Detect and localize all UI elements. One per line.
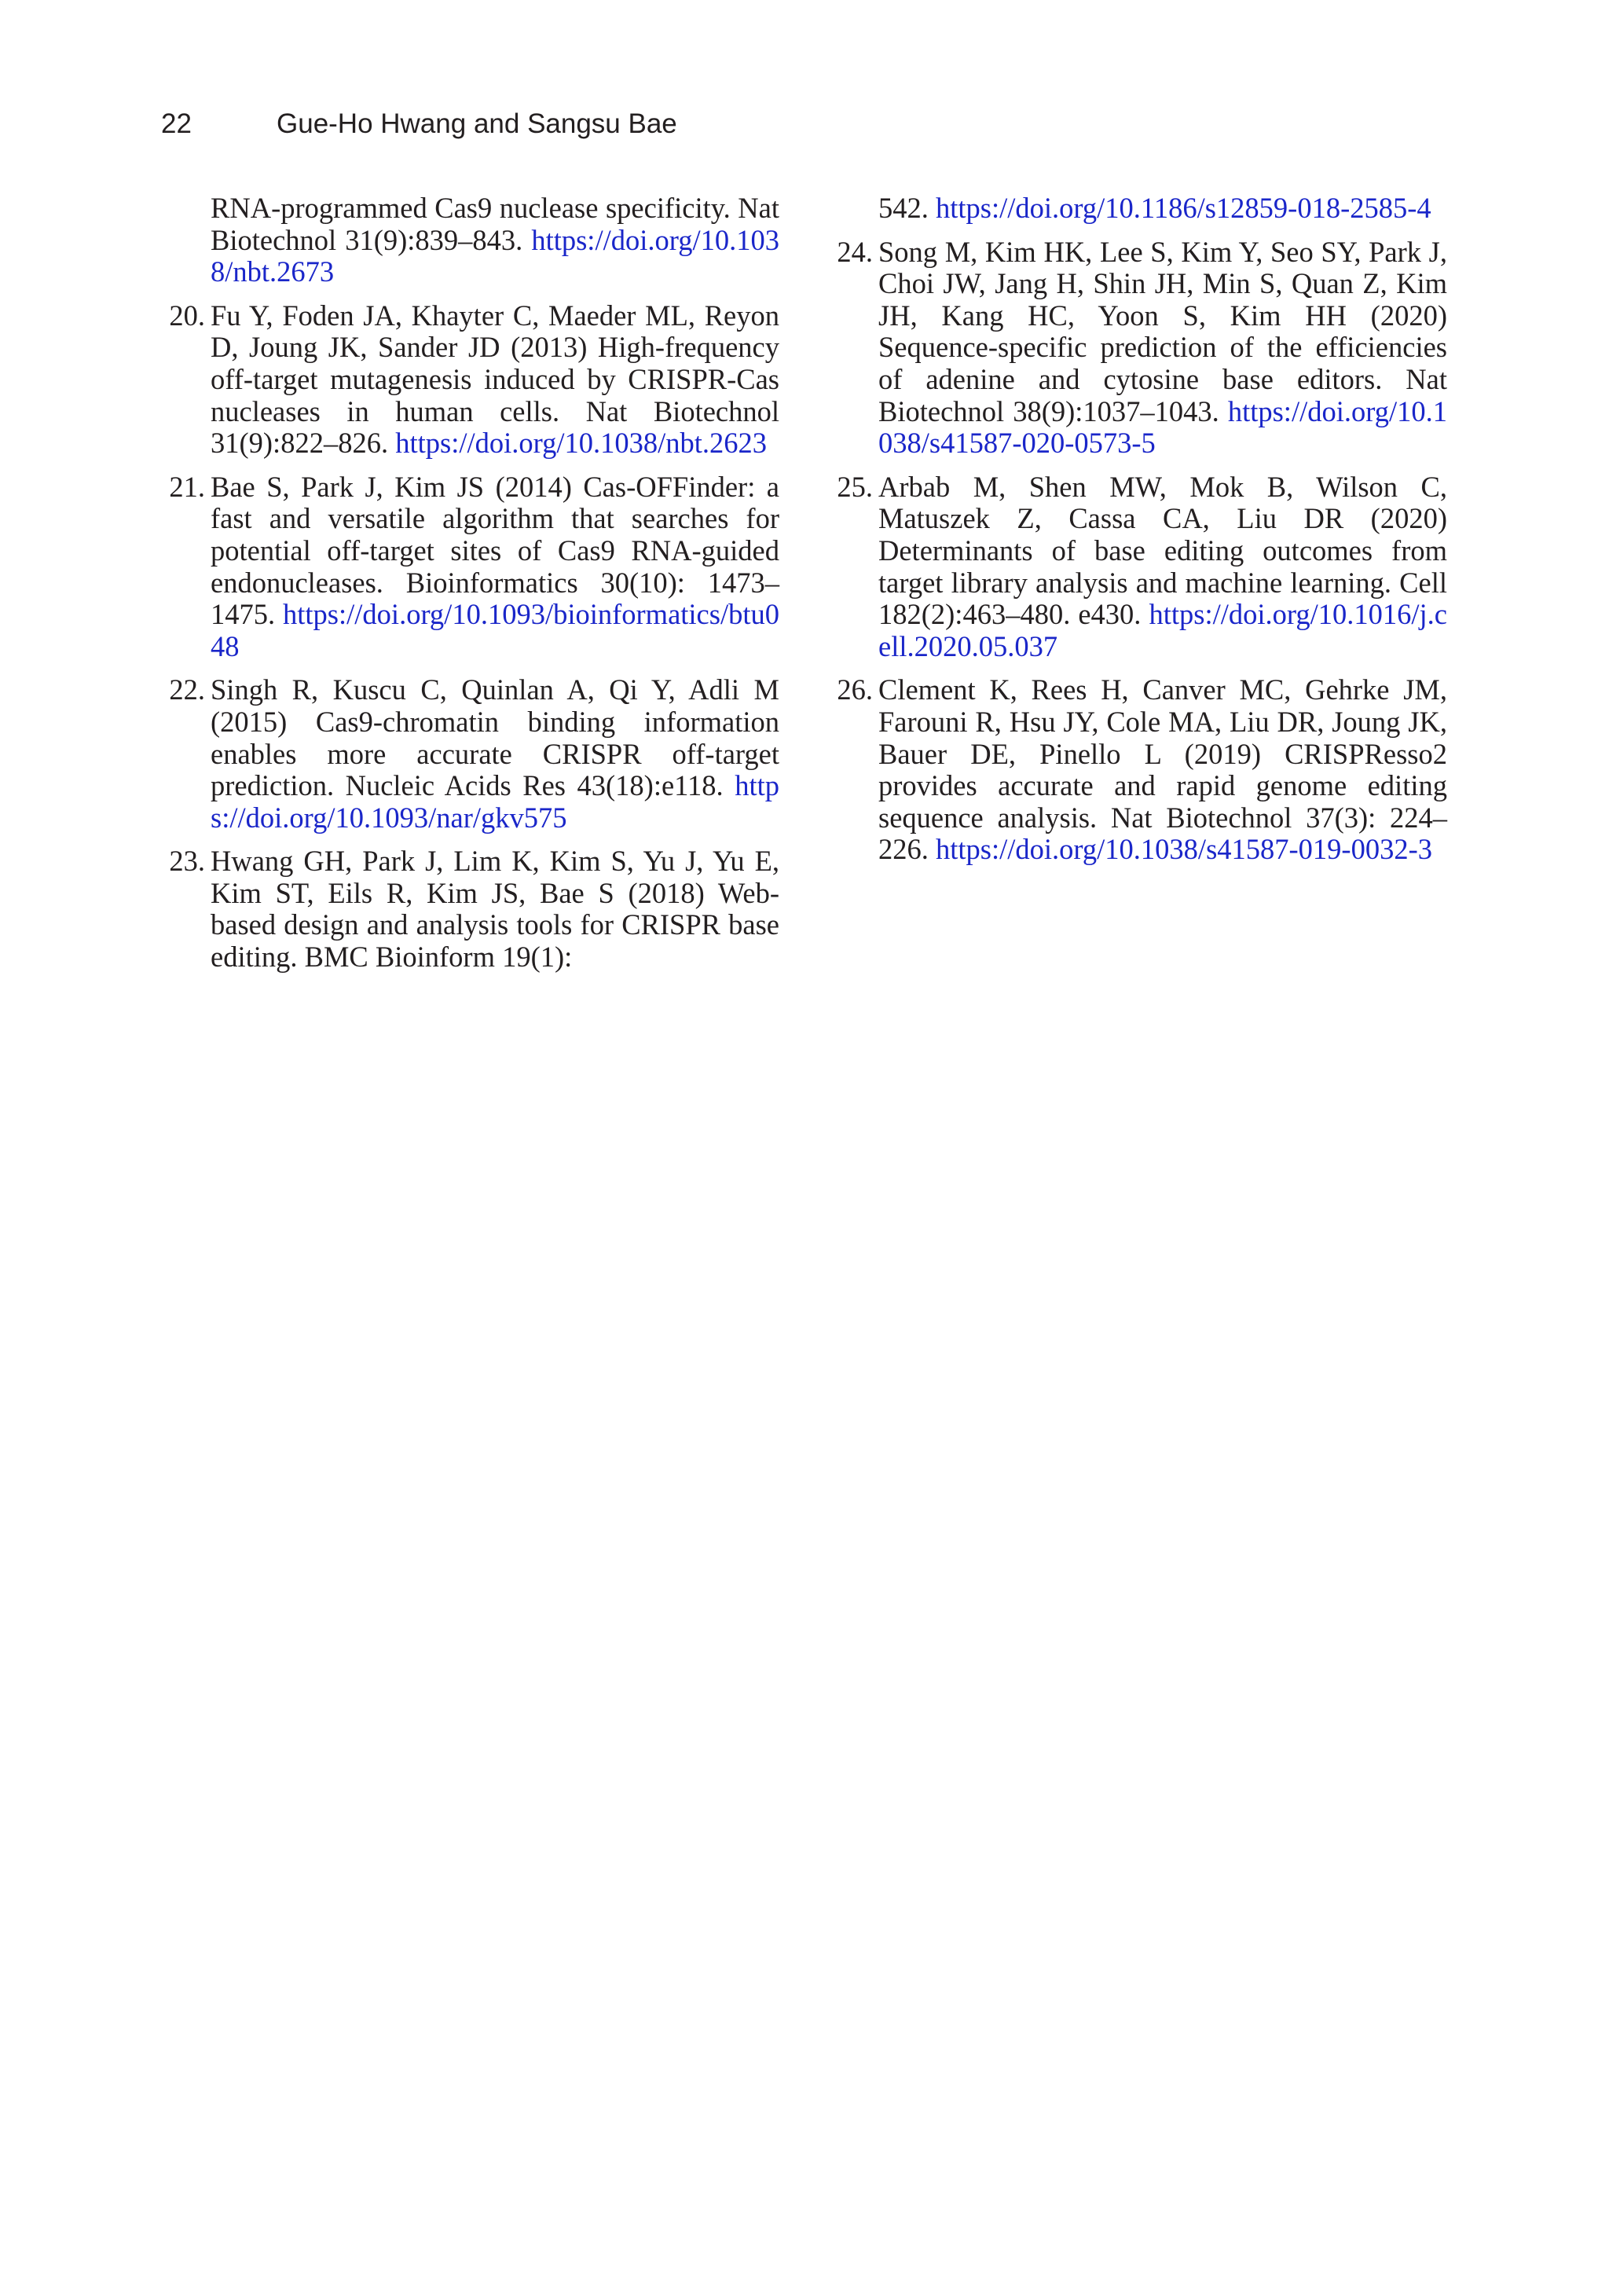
reference-number: 23. [169, 845, 205, 878]
reference-text: Bae S, Park J, Kim JS (2014) Cas-OFFinder: a fast and versatile algorithm that searches for potential off-target sites of Cas9 RNA-guided endonucleases. Bioinformatics 30(10): 1473–1475. [211, 470, 779, 631]
reference-text: Hwang GH, Park J, Lim K, Kim S, Yu J, Yu E, Kim ST, Eils R, Kim JS, Bae S (2018) Web-based design and analysis tools for CRISPR base editing. BMC Bioinform 19(1): [211, 845, 779, 974]
reference-19-continuation [161, 193, 779, 288]
doi-link[interactable]: https://doi.org/10.1186/s12859-018-2585-4 [936, 192, 1431, 224]
page-number: 22 [161, 108, 192, 139]
reference-23 [161, 845, 779, 973]
reference-text: 542. [878, 192, 929, 224]
left-column [161, 193, 779, 985]
running-head-authors: Gue-Ho Hwang and Sangsu Bae [277, 108, 677, 139]
reference-24 [829, 237, 1447, 460]
doi-link[interactable]: https://doi.org/10.1093/nar/gkv575 [211, 769, 779, 834]
reference-number: 20. [169, 299, 205, 332]
reference-text: Clement K, Rees H, Canver MC, Gehrke JM, Farouni R, Hsu JY, Cole MA, Liu DR, Joung JK, Bauer DE, Pinello L (2019) CRISPResso2 provides accurate and rapid genome editing sequence analysis. Nat Biotechnol 37(3): 224–226. [878, 673, 1447, 866]
reference-25 [829, 471, 1447, 663]
reference-number: 26. [837, 673, 873, 706]
reference-text: RNA-programmed Cas9 nuclease specificity. Nat Biotechnol 31(9):839–843. [211, 192, 779, 256]
reference-23-continuation [829, 193, 1447, 225]
reference-26 [829, 674, 1447, 866]
reference-number: 21. [169, 470, 205, 503]
reference-20 [161, 300, 779, 460]
reference-22 [161, 674, 779, 834]
doi-link[interactable]: https://doi.org/10.1016/j.cell.2020.05.037 [878, 598, 1448, 662]
right-column [829, 193, 1447, 878]
reference-text: Fu Y, Foden JA, Khayter C, Maeder ML, Reyon D, Joung JK, Sander JD (2013) High-frequency off-target mutagenesis induced by CRISPR-Cas nucleases in human cells. Nat Biotechnol 31(9):822–826. [211, 299, 779, 460]
reference-number: 22. [169, 673, 205, 706]
doi-link[interactable]: https://doi.org/10.1038/nbt.2673 [211, 223, 779, 288]
reference-text: Singh R, Kuscu C, Quinlan A, Qi Y, Adli M (2015) Cas9-chromatin binding information enables more accurate CRISPR off-target prediction. Nucleic Acids Res 43(18):e118. [211, 673, 779, 802]
reference-number: 24. [837, 235, 873, 268]
doi-link[interactable]: https://doi.org/10.1093/bioinformatics/btu048 [211, 598, 779, 662]
running-head [161, 108, 677, 140]
reference-number: 25. [837, 470, 873, 503]
reference-text: Song M, Kim HK, Lee S, Kim Y, Seo SY, Park J, Choi JW, Jang H, Shin JH, Min S, Quan Z, Kim JH, Kang HC, Yoon S, Kim HH (2020) Sequence-specific prediction of the efficiencies of adenine and cytosine base editors. Nat Biotechnol 38(9):1037–1043. [878, 235, 1447, 427]
reference-text: Arbab M, Shen MW, Mok B, Wilson C, Matuszek Z, Cassa CA, Liu DR (2020) Determinants of base editing outcomes from target library analysis and machine learning. Cell 182(2):463–480. e430. [878, 470, 1447, 631]
doi-link[interactable]: https://doi.org/10.1038/nbt.2623 [395, 427, 768, 460]
doi-link[interactable]: https://doi.org/10.1038/s41587-019-0032-3 [936, 833, 1432, 866]
reference-21 [161, 471, 779, 663]
doi-link[interactable]: https://doi.org/10.1038/s41587-020-0573-5 [878, 394, 1447, 460]
